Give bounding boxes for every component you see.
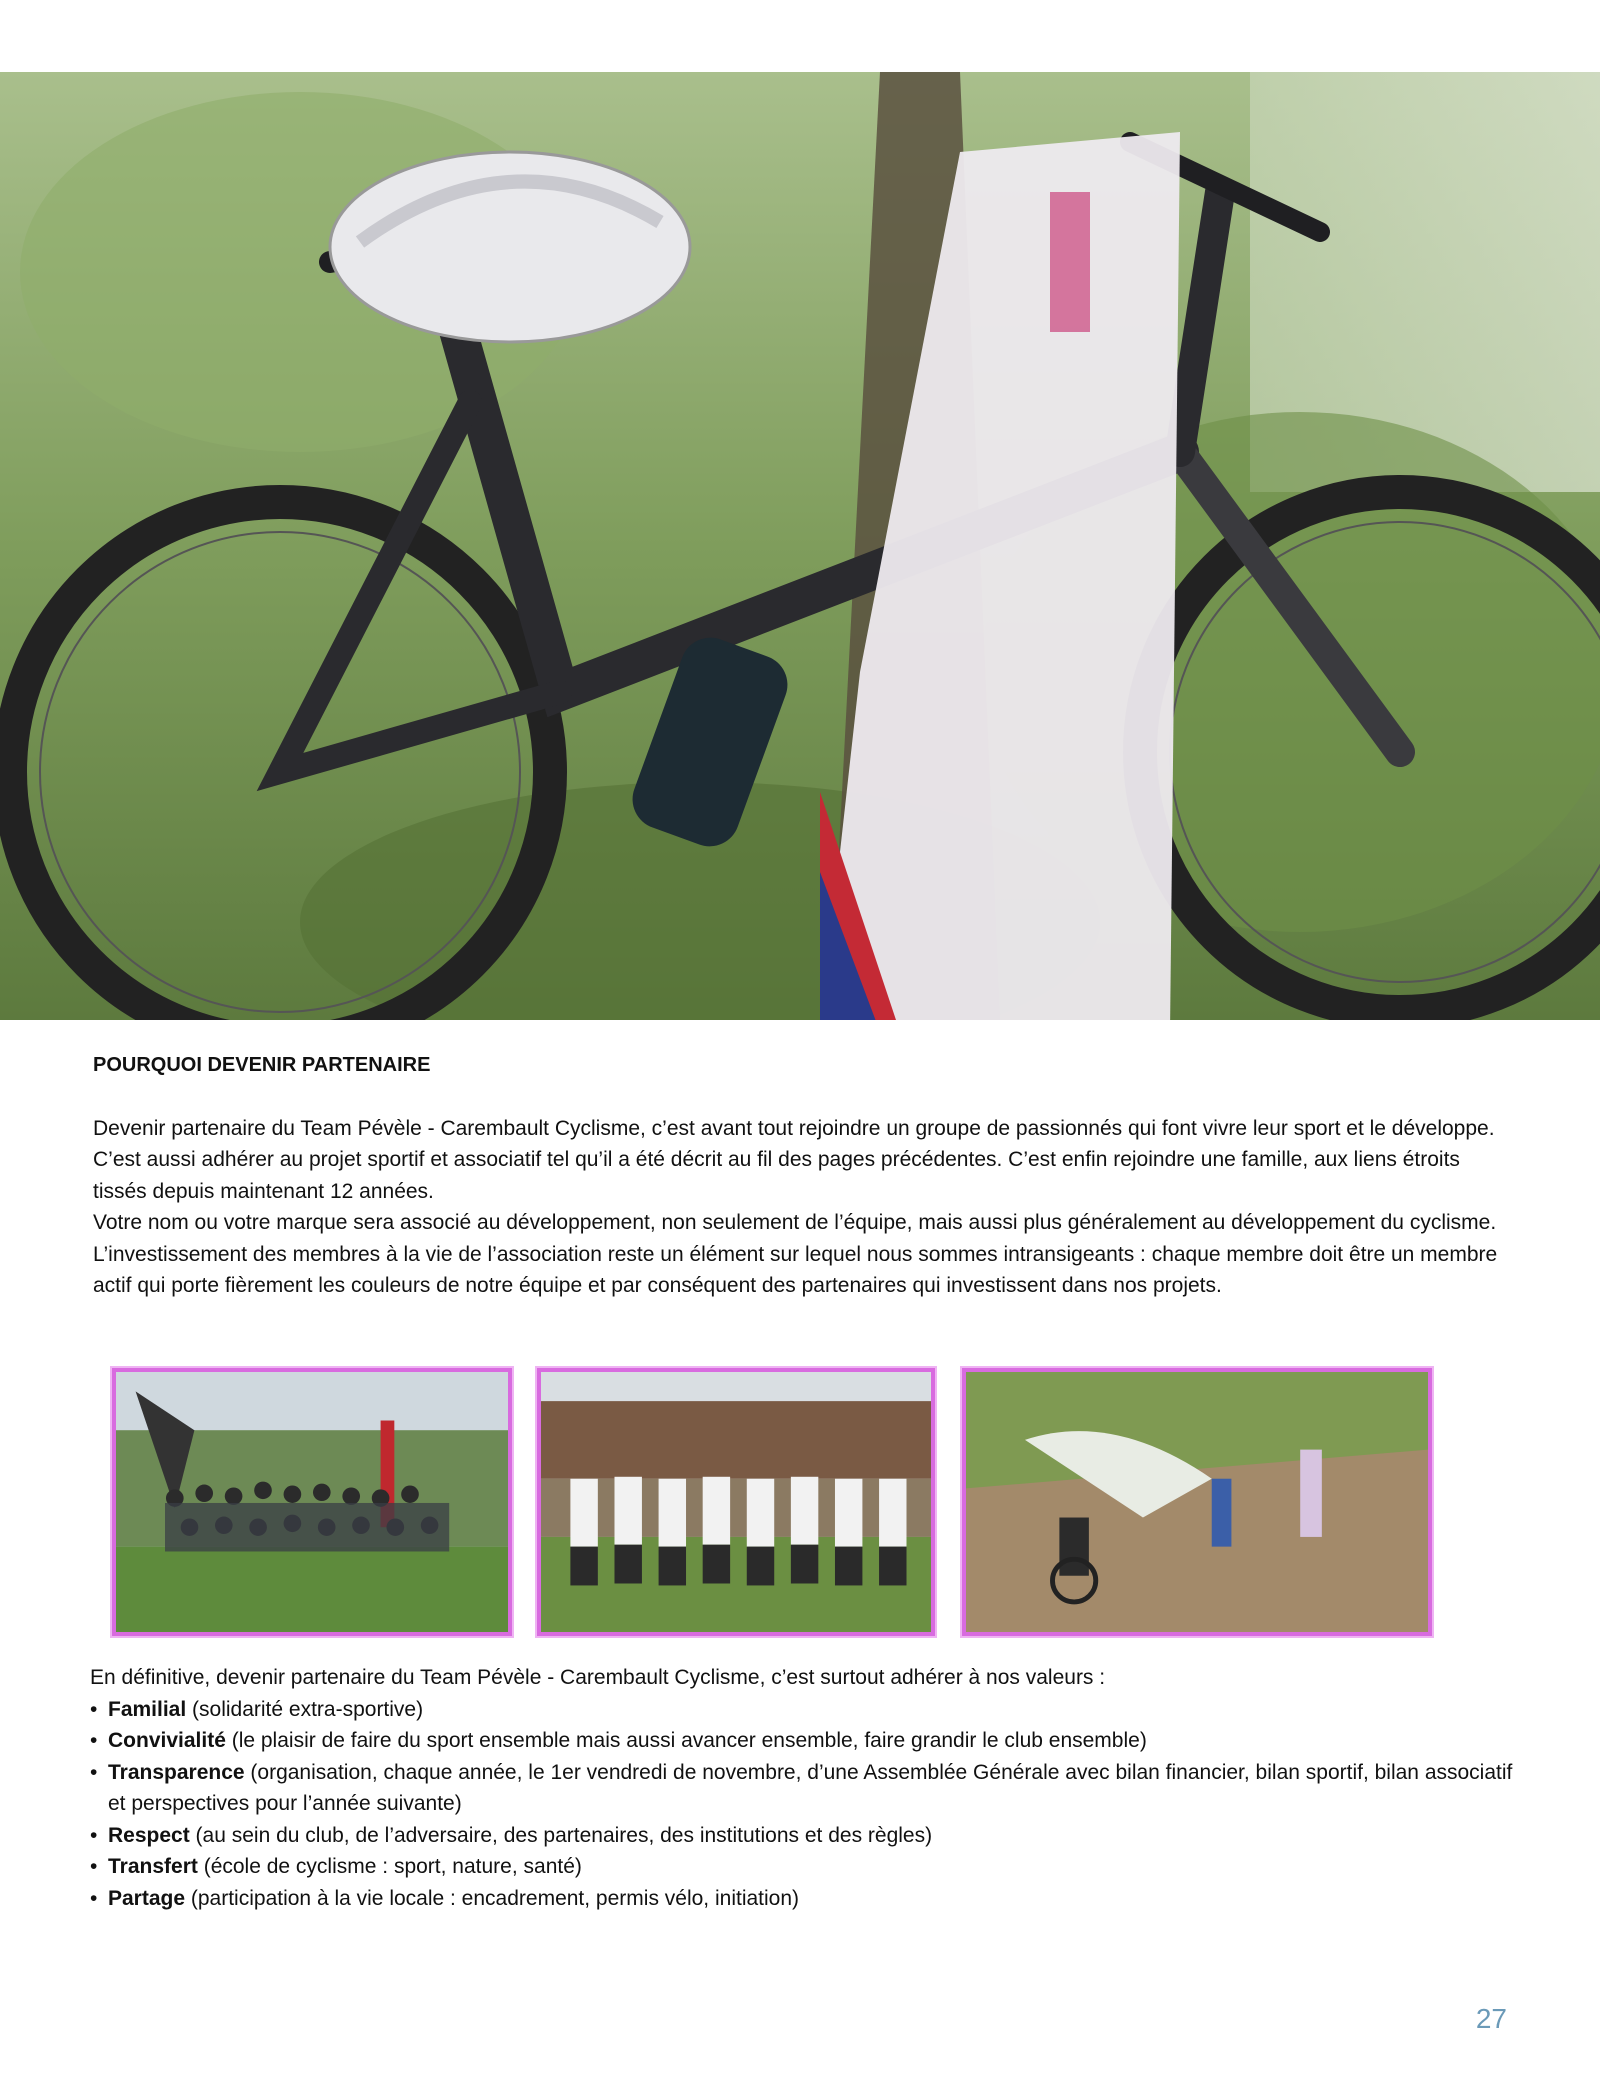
bullet: • <box>90 1729 98 1752</box>
hero-bicycle-photo <box>0 72 1600 1020</box>
value-detail: (le plaisir de faire du sport ensemble mais aussi avancer ensemble, faire grandir le club ensemble) <box>225 1729 1147 1752</box>
photo-team-riders <box>537 1368 935 1636</box>
photo-group-members <box>112 1368 512 1636</box>
value-detail: (solidarité extra-sportive) <box>186 1697 424 1721</box>
value-name: Convivialité <box>108 1729 226 1752</box>
value-name: Familial <box>108 1697 187 1721</box>
value-item-convivialite <box>90 1725 1520 1757</box>
value-item-respect <box>90 1820 1520 1852</box>
value-detail: (au sein du club, de l’adversaire, des partenaires, des institutions et des règles) <box>189 1823 933 1847</box>
value-name: Respect <box>108 1823 190 1847</box>
photo-race-finish <box>962 1368 1432 1636</box>
value-detail: (participation à la vie locale : encadrement, permis vélo, initiation) <box>185 1886 800 1910</box>
bullet: • <box>90 1697 98 1721</box>
values-list <box>90 1694 1520 1915</box>
paragraph-intro: Devenir partenaire du Team Pévèle - Carembault Cyclisme, c’est avant tout rejoindre un groupe de passionnés qui font vivre leur sport et le développe. C’est aussi adhérer au projet sportif et associatif tel qu’il a été décrit au fil des pages précédentes. C’est enfin rejoindre une famille, aux liens étroits tissés depuis maintenant 12 années. <box>93 1116 1495 1203</box>
value-name: Transfert <box>108 1855 198 1878</box>
photo-strip <box>0 1368 1600 1638</box>
value-detail: (école de cyclisme : sport, nature, santé) <box>197 1855 582 1878</box>
bullet: • <box>90 1823 98 1847</box>
bullet: • <box>90 1855 98 1878</box>
value-detail: (organisation, chaque année, le 1er vendredi de novembre, d’une Assemblée Générale avec bilan financier, bilan sportif, bilan associatif et perspectives pour l’année suivante) <box>108 1760 1513 1815</box>
value-item-transfert <box>90 1851 1520 1883</box>
value-item-partage <box>90 1883 1520 1915</box>
value-name: Partage <box>108 1886 186 1910</box>
value-item-familial <box>90 1694 1520 1726</box>
partner-section <box>93 1050 1513 1302</box>
page-number: 27 <box>1475 2003 1507 2034</box>
bullet: • <box>90 1886 98 1910</box>
bullet: • <box>90 1760 98 1784</box>
values-intro: En définitive, devenir partenaire du Team Pévèle - Carembault Cyclisme, c’est surtout adhérer à nos valeurs : <box>90 1666 1106 1689</box>
section-title: POURQUOI DEVENIR PARTENAIRE <box>93 1054 431 1076</box>
value-item-transparence <box>90 1757 1520 1820</box>
values-section <box>90 1662 1520 1914</box>
value-name: Transparence <box>108 1760 245 1784</box>
paragraph-brand: Votre nom ou votre marque sera associé au développement, non seulement de l’équipe, mais aussi plus généralement au développement du cyclisme. L’investissement des membres à la vie de l’association reste un élément sur lequel nous sommes intransigeants : chaque membre doit être un membre actif qui porte fièrement les couleurs de notre équipe et par conséquent des partenaires qui investissent dans nos projets. <box>93 1211 1498 1297</box>
